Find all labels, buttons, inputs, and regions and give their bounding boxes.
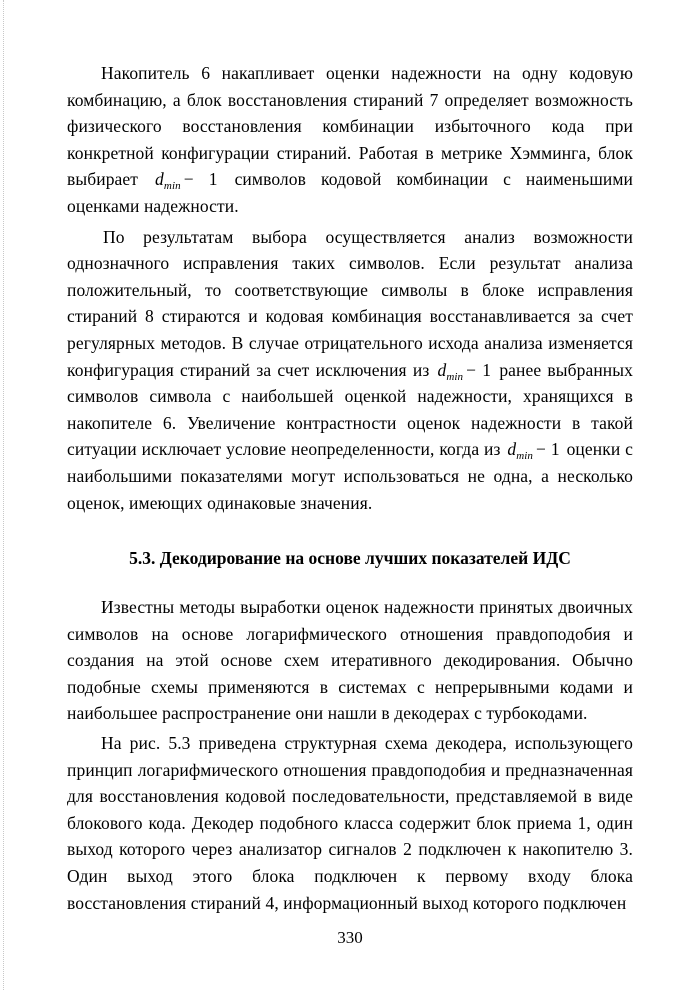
- paragraph-2-text-b: ранее выбранных символов символа с наибольшей оценкой надежности, хранящихся в накопителе 6. Увеличение контрастности оценок надежности в такой ситуации исключает условие неопределенности, когда из: [67, 359, 633, 460]
- paragraph-4: На рис. 5.3 приведена структурная схема декодера, использующего принцип логарифмического отношения правдоподобия и предназначенная для восстановления кодовой последовательности, представляемой в виде блокового кода. Декодер подобного класса содержит блок приема 1, один выход которого через анализатор сигналов 2 подключен к накопителю 3. Один выход этого блока подключен к первому входу блока восстановления стираний 4, информационный выход которого подключен: [67, 733, 633, 913]
- formula-dmin-minus-one: [436, 359, 494, 383]
- paragraph-1-text-b: символов кодовой комбинации с наименьшими оценками надежности.: [67, 169, 633, 216]
- page-edge-dotted-line: [3, 0, 4, 990]
- formula-base: d: [437, 359, 447, 380]
- section-heading: 5.3. Декодирование на основе лучших показателей ИДС: [129, 548, 571, 569]
- page-number: 330: [337, 928, 363, 947]
- page-body: [67, 60, 633, 916]
- formula-base: d: [155, 169, 164, 190]
- paragraph-3: Известны методы выработки оценок надежности принятых двоичных символов на основе логарифмического отношения правдоподобия и создания на этой основе схем итеративного декодирования. Обычно подобные схемы применяются в системах с непрерывными кодами и наибольшее распространение они нашли в декодерах с турбокодами.: [67, 597, 633, 724]
- formula-subscript: min: [163, 180, 181, 193]
- formula-operator: − 1: [536, 439, 560, 460]
- formula-subscript: min: [516, 450, 534, 463]
- formula-operator: − 1: [466, 359, 492, 380]
- paragraph-2-text-c: оценки с наибольшими показателями могут использоваться не одна, а несколько оценок, имеющих одинаковые значения.: [67, 439, 634, 513]
- paragraph-1-text-a: Накопитель 6 накапливает оценки надежности на одну кодовую комбинацию, а блок восстановления стираний 7 определяет возможность физического восстановления комбинации избыточного кода при конкретной конфигурации стираний. Работая в метрике Хэмминга, блок выбирает: [67, 63, 633, 190]
- formula-base: d: [507, 439, 517, 460]
- formula-operator: − 1: [183, 169, 218, 190]
- formula-dmin-minus-one: [505, 439, 561, 463]
- paragraph-1: [67, 60, 633, 220]
- formula-dmin-minus-one: [153, 169, 220, 193]
- formula-subscript: min: [446, 370, 464, 383]
- paragraph-2-text-a: По результатам выбора осуществляется анализ возможности однозначного исправления таких символов. Если результат анализа положительный, то соответствующие символы в блоке исправления стираний 8 стираются и кодовая комбинация восстанавливается за счет регулярных методов. В случае отрицательного исхода анализа изменяется конфигурация стираний за счет исключения из: [67, 226, 633, 380]
- paragraph-2: [67, 224, 633, 517]
